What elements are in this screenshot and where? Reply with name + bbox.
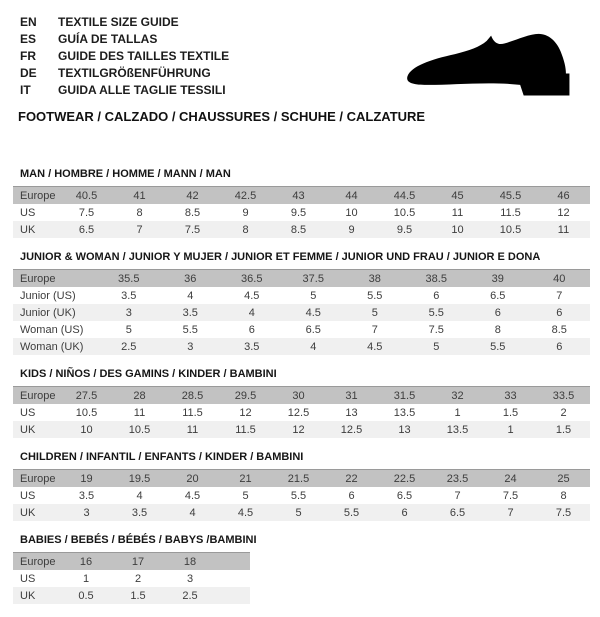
- section-title: MAN / HOMBRE / HOMME / MANN / MAN: [20, 168, 231, 180]
- size-cell: 7.5: [555, 506, 572, 519]
- size-cell: 38.5: [425, 272, 447, 285]
- language-label: TEXTILE SIZE GUIDE: [58, 15, 179, 29]
- size-cell: 25: [557, 472, 570, 485]
- language-code: FR: [20, 49, 36, 63]
- size-cell: 8: [136, 206, 143, 219]
- size-cell: 10: [80, 423, 93, 436]
- size-cell: 22: [345, 472, 358, 485]
- size-cell: 4: [187, 289, 194, 302]
- language-code: EN: [20, 15, 37, 29]
- size-cell: 23.5: [446, 472, 469, 485]
- size-cell: 3.5: [78, 489, 95, 502]
- size-cell: 5: [371, 306, 378, 319]
- size-cell: 33: [504, 389, 517, 402]
- language-label: GUÍA DE TALLAS: [58, 32, 158, 46]
- size-cell: 7.5: [78, 206, 95, 219]
- size-cell: 6: [556, 306, 563, 319]
- size-cell: 10: [345, 206, 358, 219]
- size-cell: 19: [80, 472, 93, 485]
- size-cell: 33.5: [552, 389, 575, 402]
- table-row: [13, 304, 590, 321]
- size-cell: 30: [292, 389, 305, 402]
- size-cell: 11: [451, 206, 464, 219]
- language-row: [20, 14, 229, 31]
- language-label: GUIDE DES TAILLES TEXTILE: [58, 49, 230, 63]
- size-cell: 6: [401, 506, 408, 519]
- size-cell: 11: [557, 223, 570, 236]
- size-cell: 40.5: [75, 189, 98, 202]
- size-cell: 12.5: [340, 423, 363, 436]
- size-cell: 5.5: [367, 289, 383, 302]
- size-cell: 3: [83, 506, 90, 519]
- row-label: UK: [20, 589, 36, 602]
- size-cell: 7.5: [184, 223, 201, 236]
- size-cell: 6.5: [490, 289, 506, 302]
- size-cell: 21.5: [287, 472, 310, 485]
- size-cell: 37.5: [302, 272, 324, 285]
- size-cell: 10: [451, 223, 464, 236]
- size-cell: 35.5: [118, 272, 140, 285]
- table-row: [13, 321, 590, 338]
- section-title: BABIES / BEBÉS / BÉBÉS / BABYS /BAMBINI: [20, 534, 257, 546]
- size-cell: 44: [345, 189, 358, 202]
- table-row: [13, 504, 590, 521]
- size-cell: 12: [239, 406, 252, 419]
- size-cell: 5: [310, 289, 317, 302]
- size-cell: 5.5: [428, 306, 444, 319]
- size-cell: 40: [553, 272, 566, 285]
- language-code: ES: [20, 32, 37, 46]
- row-label: US: [20, 489, 36, 502]
- table-row: [13, 404, 590, 421]
- size-cell: 6.5: [78, 223, 95, 236]
- size-cell: 4: [189, 506, 196, 519]
- size-cell: 5.5: [182, 323, 198, 336]
- table-row: [13, 338, 590, 355]
- size-cell: 16: [79, 555, 93, 568]
- size-cell: 6.5: [449, 506, 466, 519]
- size-cell: 6.5: [396, 489, 413, 502]
- size-cell: 2: [134, 572, 142, 585]
- row-label: Junior (US): [20, 289, 76, 302]
- size-cell: 9.5: [290, 206, 307, 219]
- size-cell: 5.5: [343, 506, 360, 519]
- size-cell: 4: [248, 306, 255, 319]
- size-cell: 46: [557, 189, 570, 202]
- size-cell: 5: [125, 323, 132, 336]
- category-title: FOOTWEAR / CALZADO / CHAUSSURES / SCHUHE / CALZATURE: [18, 109, 426, 124]
- table-row: [13, 421, 590, 438]
- size-cell: 13: [345, 406, 358, 419]
- size-cell: 7: [507, 506, 514, 519]
- row-label: Junior (UK): [20, 306, 76, 319]
- size-cell: 4.5: [237, 506, 254, 519]
- table-row: [13, 387, 590, 404]
- size-cell: 3.5: [121, 289, 137, 302]
- size-cell: 12.5: [287, 406, 310, 419]
- size-cell: 7: [556, 289, 563, 302]
- size-cell: 7: [454, 489, 461, 502]
- size-cell: 4.5: [244, 289, 260, 302]
- language-row: [20, 31, 229, 48]
- size-cell: 9: [242, 206, 249, 219]
- language-list: [20, 14, 229, 99]
- size-cell: 2: [560, 406, 567, 419]
- size-cell: 13: [398, 423, 411, 436]
- size-cell: 3: [186, 572, 194, 585]
- size-cell: 6: [248, 323, 255, 336]
- size-cell: 31.5: [393, 389, 416, 402]
- row-label: Europe: [20, 189, 56, 202]
- row-label: Europe: [20, 272, 56, 285]
- size-cell: 38: [368, 272, 381, 285]
- size-cell: 7.5: [502, 489, 519, 502]
- size-table: [13, 469, 590, 521]
- shoe-icon: [394, 18, 590, 106]
- size-cell: 9: [348, 223, 355, 236]
- size-cell: 29.5: [234, 389, 257, 402]
- table-row: [13, 470, 590, 487]
- size-cell: 17: [131, 555, 145, 568]
- size-cell: 36: [184, 272, 197, 285]
- size-cell: 3: [187, 340, 194, 353]
- language-label: TEXTILGRÖßENFÜHRUNG: [58, 66, 211, 80]
- size-cell: 1: [454, 406, 461, 419]
- size-table: [13, 386, 590, 438]
- size-cell: 10.5: [75, 406, 98, 419]
- row-label: US: [20, 206, 36, 219]
- size-cell: 7: [371, 323, 378, 336]
- size-cell: 11: [186, 423, 199, 436]
- size-cell: 5: [295, 506, 302, 519]
- section-title: JUNIOR & WOMAN / JUNIOR Y MUJER / JUNIOR ET FEMME / JUNIOR UND FRAU / JUNIOR E DONA: [20, 251, 541, 263]
- size-cell: 6: [433, 289, 440, 302]
- size-cell: 45: [451, 189, 464, 202]
- size-cell: 4.5: [184, 489, 201, 502]
- row-label: UK: [20, 223, 36, 236]
- size-cell: 22.5: [393, 472, 416, 485]
- size-cell: 11.5: [235, 423, 256, 436]
- size-cell: 3.5: [182, 306, 198, 319]
- size-cell: 5.5: [490, 340, 506, 353]
- table-row: [13, 287, 590, 304]
- size-cell: 7.5: [428, 323, 444, 336]
- size-cell: 5.5: [290, 489, 307, 502]
- section-title: KIDS / NIÑOS / DES GAMINS / KINDER / BAMBINI: [20, 368, 277, 380]
- size-cell: 7: [136, 223, 143, 236]
- row-label: UK: [20, 423, 36, 436]
- size-cell: 8.5: [184, 206, 201, 219]
- size-cell: 42: [186, 189, 199, 202]
- size-cell: 8: [560, 489, 567, 502]
- size-cell: 1.5: [555, 423, 572, 436]
- table-row: [13, 587, 250, 604]
- size-cell: 8.5: [290, 223, 307, 236]
- size-cell: 4.5: [305, 306, 321, 319]
- size-cell: 4: [136, 489, 143, 502]
- size-cell: 13.5: [446, 423, 469, 436]
- size-cell: 24: [504, 472, 517, 485]
- size-cell: 45.5: [499, 189, 522, 202]
- row-label: Woman (UK): [20, 340, 84, 353]
- size-cell: 3.5: [244, 340, 260, 353]
- size-cell: 11: [133, 406, 146, 419]
- size-cell: 44.5: [393, 189, 416, 202]
- size-cell: 28.5: [181, 389, 204, 402]
- size-cell: 5: [242, 489, 249, 502]
- size-cell: 8: [242, 223, 249, 236]
- size-cell: 8.5: [551, 323, 567, 336]
- size-cell: 28: [133, 389, 146, 402]
- size-cell: 9.5: [396, 223, 413, 236]
- row-label: Europe: [20, 555, 56, 568]
- language-row: [20, 82, 229, 99]
- section-title: CHILDREN / INFANTIL / ENFANTS / KINDER / BAMBINI: [20, 451, 304, 463]
- size-cell: 20: [186, 472, 199, 485]
- table-row: [13, 553, 250, 570]
- size-cell: 39: [491, 272, 504, 285]
- size-cell: 1.5: [502, 406, 519, 419]
- size-tables: [13, 168, 590, 617]
- language-row: [20, 65, 229, 82]
- size-cell: 27.5: [75, 389, 98, 402]
- size-cell: 6: [348, 489, 355, 502]
- language-row: [20, 48, 229, 65]
- size-cell: 13.5: [393, 406, 416, 419]
- size-cell: 12: [557, 206, 570, 219]
- row-label: Europe: [20, 389, 56, 402]
- size-cell: 21: [239, 472, 252, 485]
- size-cell: 36.5: [241, 272, 263, 285]
- size-cell: 1: [507, 423, 514, 436]
- size-cell: 4: [310, 340, 317, 353]
- size-cell: 6.5: [305, 323, 321, 336]
- row-label: Woman (US): [20, 323, 84, 336]
- size-cell: 31: [345, 389, 358, 402]
- table-row: [13, 570, 250, 587]
- size-cell: 0.5: [78, 589, 94, 602]
- language-code: DE: [20, 66, 37, 80]
- size-cell: 3.5: [131, 506, 148, 519]
- size-cell: 41: [133, 189, 146, 202]
- size-cell: 10.5: [499, 223, 522, 236]
- size-cell: 2.5: [121, 340, 137, 353]
- size-cell: 42.5: [234, 189, 257, 202]
- size-cell: 8: [494, 323, 501, 336]
- size-cell: 19.5: [128, 472, 151, 485]
- size-cell: 11.5: [500, 206, 521, 219]
- size-cell: 2.5: [182, 589, 198, 602]
- row-label: Europe: [20, 472, 56, 485]
- size-table: [13, 186, 590, 238]
- size-cell: 6: [556, 340, 563, 353]
- size-cell: 32: [451, 389, 464, 402]
- size-cell: 43: [292, 189, 305, 202]
- size-cell: 10.5: [393, 206, 416, 219]
- size-cell: 6: [494, 306, 501, 319]
- size-table: [13, 269, 590, 355]
- size-cell: 1.5: [130, 589, 146, 602]
- size-cell: 18: [183, 555, 197, 568]
- table-row: [13, 204, 590, 221]
- size-cell: 3: [125, 306, 132, 319]
- size-cell: 10.5: [128, 423, 151, 436]
- language-code: IT: [20, 83, 31, 97]
- row-label: UK: [20, 506, 36, 519]
- size-cell: 1: [82, 572, 90, 585]
- table-row: [13, 221, 590, 238]
- size-cell: 5: [433, 340, 440, 353]
- size-cell: 12: [292, 423, 305, 436]
- table-row: [13, 270, 590, 287]
- size-table: [13, 552, 250, 604]
- row-label: US: [20, 572, 36, 585]
- size-cell: 11.5: [182, 406, 203, 419]
- table-row: [13, 487, 590, 504]
- row-label: US: [20, 406, 36, 419]
- language-label: GUIDA ALLE TAGLIE TESSILI: [58, 83, 226, 97]
- table-row: [13, 187, 590, 204]
- size-cell: 4.5: [367, 340, 383, 353]
